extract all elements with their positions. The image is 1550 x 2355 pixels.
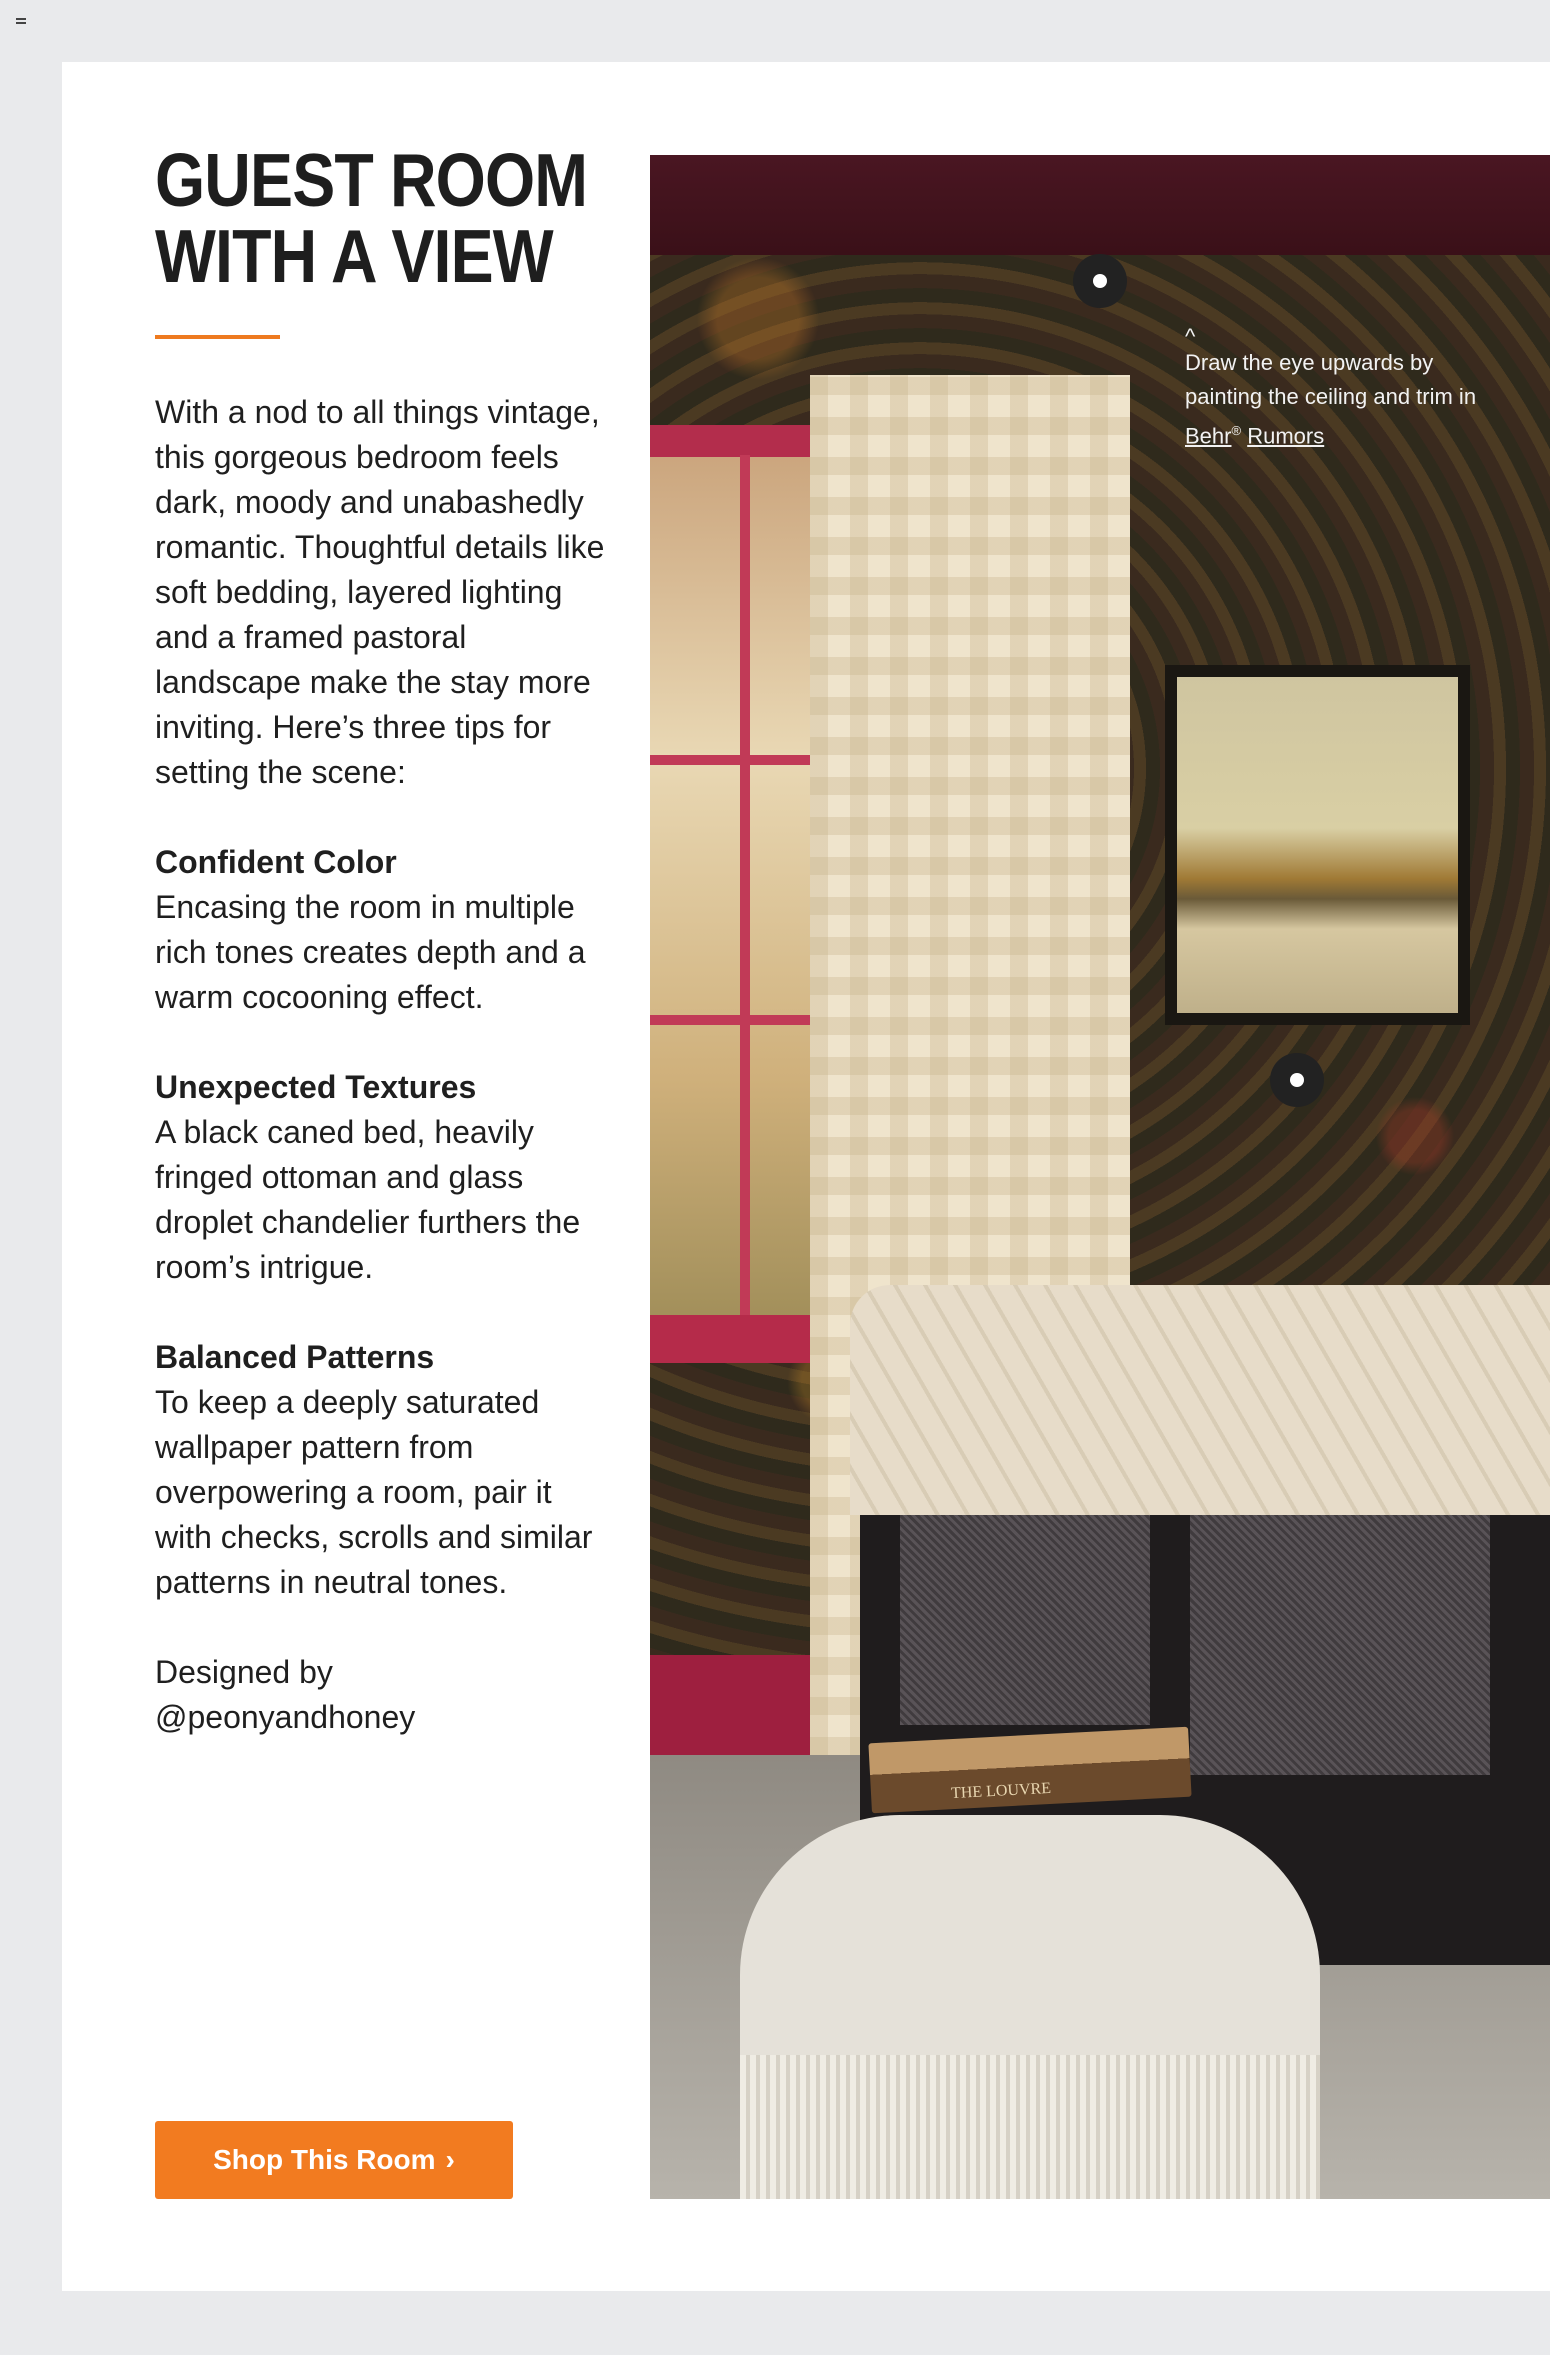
- window-sill: [650, 1315, 820, 1363]
- tip-text: To keep a deeply saturated wallpaper pattern from overpowering a room, pair it with checks, scrolls and similar patterns in neutral tones.: [155, 1384, 593, 1600]
- tip-balanced-patterns: [155, 1335, 615, 1605]
- shop-button-label: Shop This Room: [213, 2144, 436, 2175]
- tip-text: A black caned bed, heavily fringed ottoman and glass droplet chandelier furthers the room’s intrigue.: [155, 1114, 581, 1285]
- caret-up-icon: ^: [1185, 324, 1196, 349]
- book-spine-text: THE LOUVRE: [950, 1779, 1052, 1803]
- shop-this-room-button[interactable]: [155, 2121, 513, 2199]
- tip-title: Confident Color: [155, 844, 397, 880]
- hotspot-icon[interactable]: [1270, 1053, 1324, 1107]
- ceiling-callout: [1185, 324, 1485, 453]
- callout-text: Draw the eye upwards by painting the ceiling and trim in: [1185, 350, 1477, 409]
- window: [650, 435, 810, 1355]
- chevron-right-icon: ›: [445, 2144, 455, 2175]
- ottoman-fringe: [740, 2055, 1320, 2199]
- behr-link[interactable]: Behr: [1185, 423, 1232, 449]
- framed-landscape: [1165, 665, 1470, 1025]
- page-title: GUEST ROOM WITH A VIEW: [155, 138, 588, 298]
- article-body: [155, 390, 615, 1740]
- rumors-link[interactable]: Rumors: [1247, 423, 1325, 449]
- window-frame: [650, 425, 820, 457]
- tip-text: Encasing the room in multiple rich tones creates depth and a warm cocooning effect.: [155, 889, 586, 1015]
- menu-icon[interactable]: [16, 18, 28, 26]
- title-block: [155, 138, 655, 298]
- designer-credit: [155, 1650, 615, 1740]
- credit-handle[interactable]: @peonyandhoney: [155, 1699, 416, 1735]
- hotspot-icon[interactable]: [1073, 254, 1127, 308]
- ceiling: [650, 155, 1550, 255]
- credit-label: Designed by: [155, 1654, 333, 1690]
- quilt: [850, 1285, 1550, 1515]
- tip-title: Balanced Patterns: [155, 1339, 435, 1375]
- intro-paragraph: With a nod to all things vintage, this gorgeous bedroom feels dark, moody and unabashedly romantic. Thoughtful details like soft bedding, layered lighting and a framed pastoral landscape make the stay more inviting. Here’s three tips for setting the scene:: [155, 394, 605, 790]
- title-divider: [155, 335, 280, 339]
- page: [62, 62, 1550, 2291]
- registered-mark: ®: [1231, 423, 1242, 438]
- cane-panel: [1190, 1505, 1490, 1775]
- window-muntin: [650, 755, 810, 765]
- window-mullion: [740, 455, 750, 1315]
- tip-unexpected-textures: [155, 1065, 615, 1290]
- tip-confident-color: [155, 840, 615, 1020]
- window-muntin: [650, 1015, 810, 1025]
- tip-title: Unexpected Textures: [155, 1069, 477, 1105]
- room-photo: [650, 155, 1550, 2199]
